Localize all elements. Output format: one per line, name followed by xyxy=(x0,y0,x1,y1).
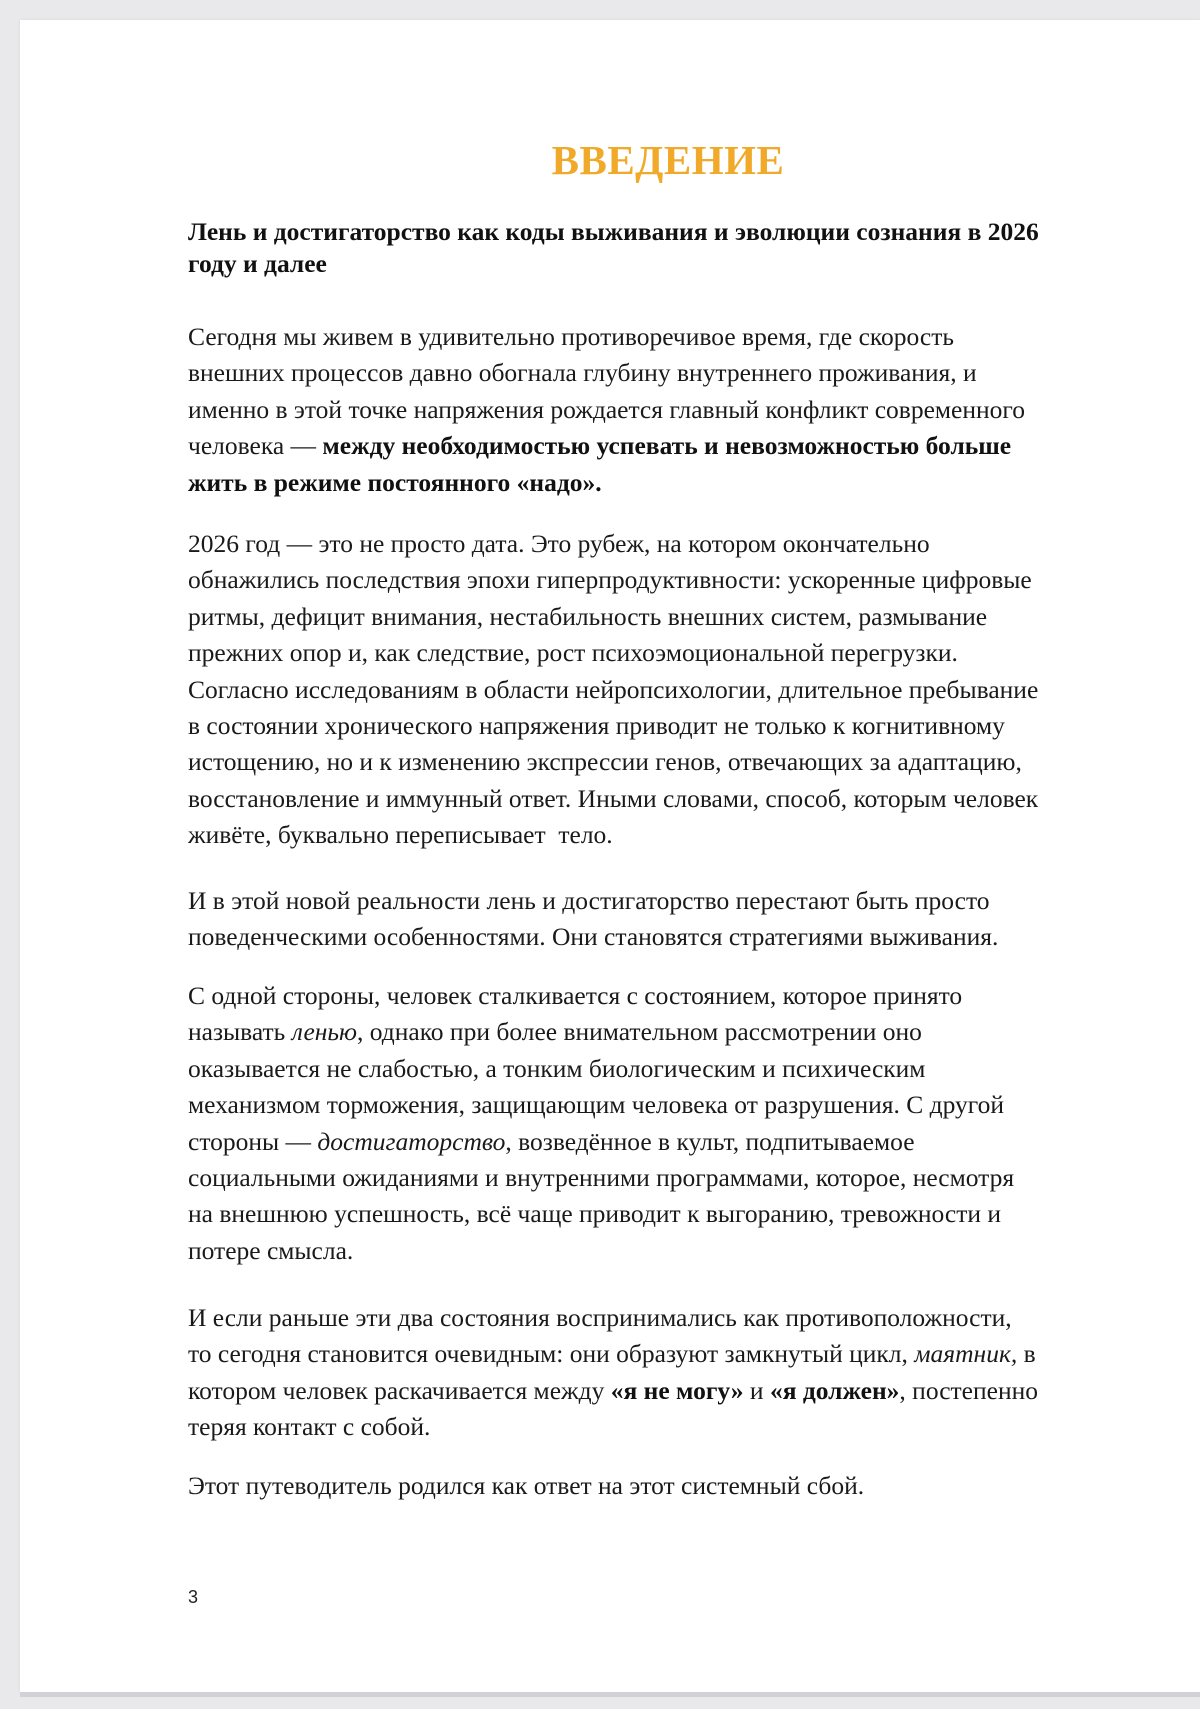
text-line: истощению, но и к изменению экспрессии генов, отвечающих за адаптацию, xyxy=(188,747,1022,777)
text-line: именно в этой точке напряжения рождается главный конфликт современного xyxy=(188,394,1025,424)
paragraph-1 xyxy=(188,319,1148,501)
subtitle-line: Лень и достигаторство как коды выживания и эволюции сознания в 2026 xyxy=(188,217,1039,246)
page-bottom-edge xyxy=(20,1692,1200,1697)
text-line: обнажились последствия эпохи гиперпродуктивности: ускоренные цифровые xyxy=(188,565,1032,595)
italic-term: достигаторство xyxy=(317,1126,506,1156)
text-line: 2026 год — это не просто дата. Это рубеж, на котором окончательно xyxy=(188,529,930,558)
text-line: И в этой новой реальности лень и достигаторство перестают быть просто xyxy=(188,886,990,915)
text-line: С одной стороны, человек сталкивается с состоянием, которое принято xyxy=(188,981,963,1010)
text-line: котором человек раскачивается между xyxy=(188,1375,611,1405)
text-line: восстановление и иммунный ответ. Иными словами, способ, которым человек xyxy=(188,783,1039,813)
text-line: потере смысла. xyxy=(188,1235,354,1265)
text-line: в xyxy=(1017,1339,1036,1369)
text-line: стороны — xyxy=(188,1126,318,1156)
italic-term: маятник, xyxy=(914,1339,1018,1369)
text-line: то сегодня становится очевидным: они образуют замкнутый цикл, xyxy=(188,1339,915,1369)
text-line: И если раньше эти два состояния воспринимались как противоположности, xyxy=(188,1303,1012,1332)
page-title: ВВЕДЕНИЕ xyxy=(551,137,785,183)
text-line: внешних процессов давно обогнала глубину внутреннего проживания, и xyxy=(188,358,977,388)
text-line: на внешнюю успешность, всё чаще приводит к выгоранию, тревожности и xyxy=(188,1199,1002,1229)
paragraph-5 xyxy=(188,1300,1148,1446)
text-line: живёте, буквально переписывает тело. xyxy=(188,820,613,850)
text-line: теряя контакт с собой. xyxy=(188,1412,431,1442)
text-line: и xyxy=(743,1375,770,1405)
paragraph-6 xyxy=(188,1468,1148,1504)
bold-phrase: между необходимостью успевать и невозможностью больше xyxy=(322,431,1012,461)
text-line: Этот путеводитель родился как ответ на этот системный сбой. xyxy=(188,1471,865,1500)
bold-phrase: «я должен» xyxy=(769,1375,900,1405)
text-line: ритмы, дефицит внимания, нестабильность внешних систем, размывание xyxy=(188,601,988,631)
text-line: , возведённое в культ, подпитываемое xyxy=(505,1126,915,1156)
text-line: называть xyxy=(188,1017,292,1047)
subtitle-line: году и далее xyxy=(188,249,327,278)
italic-term: ленью xyxy=(291,1017,357,1047)
paragraph-3 xyxy=(188,883,1148,956)
text-line: Согласно исследованиям в области нейропсихологии, длительное пребывание xyxy=(188,674,1039,704)
text-line: социальными ожиданиями и внутренними программами, которое, несмотря xyxy=(188,1163,1015,1193)
text-line: , постепенно xyxy=(899,1375,1038,1405)
text-line: оказывается не слабостью, а тонким биологическим и психическим xyxy=(188,1053,926,1083)
bold-phrase: «я не могу» xyxy=(610,1375,744,1405)
bold-phrase: жить в режиме постоянного «надо». xyxy=(188,467,602,497)
document-page xyxy=(20,20,1200,1692)
paragraph-4 xyxy=(188,978,1148,1269)
page-number: 3 xyxy=(188,1587,199,1607)
text-line: механизмом торможения, защищающим человека от разрушения. С другой xyxy=(188,1090,1005,1120)
text-line: прежних опор и, как следствие, рост психоэмоциональной перегрузки. xyxy=(188,638,958,668)
chapter-subtitle xyxy=(188,216,1148,280)
text-line: , однако при более внимательном рассмотрении оно xyxy=(357,1017,922,1047)
text-line: человека — xyxy=(188,431,323,461)
text-line: Сегодня мы живем в удивительно противоречивое время, где скорость xyxy=(188,322,954,351)
text-line: поведенческими особенностями. Они становятся стратегиями выживания. xyxy=(188,922,999,952)
text-line: в состоянии хронического напряжения приводит не только к когнитивному xyxy=(188,711,1005,741)
paragraph-2 xyxy=(188,526,1148,854)
